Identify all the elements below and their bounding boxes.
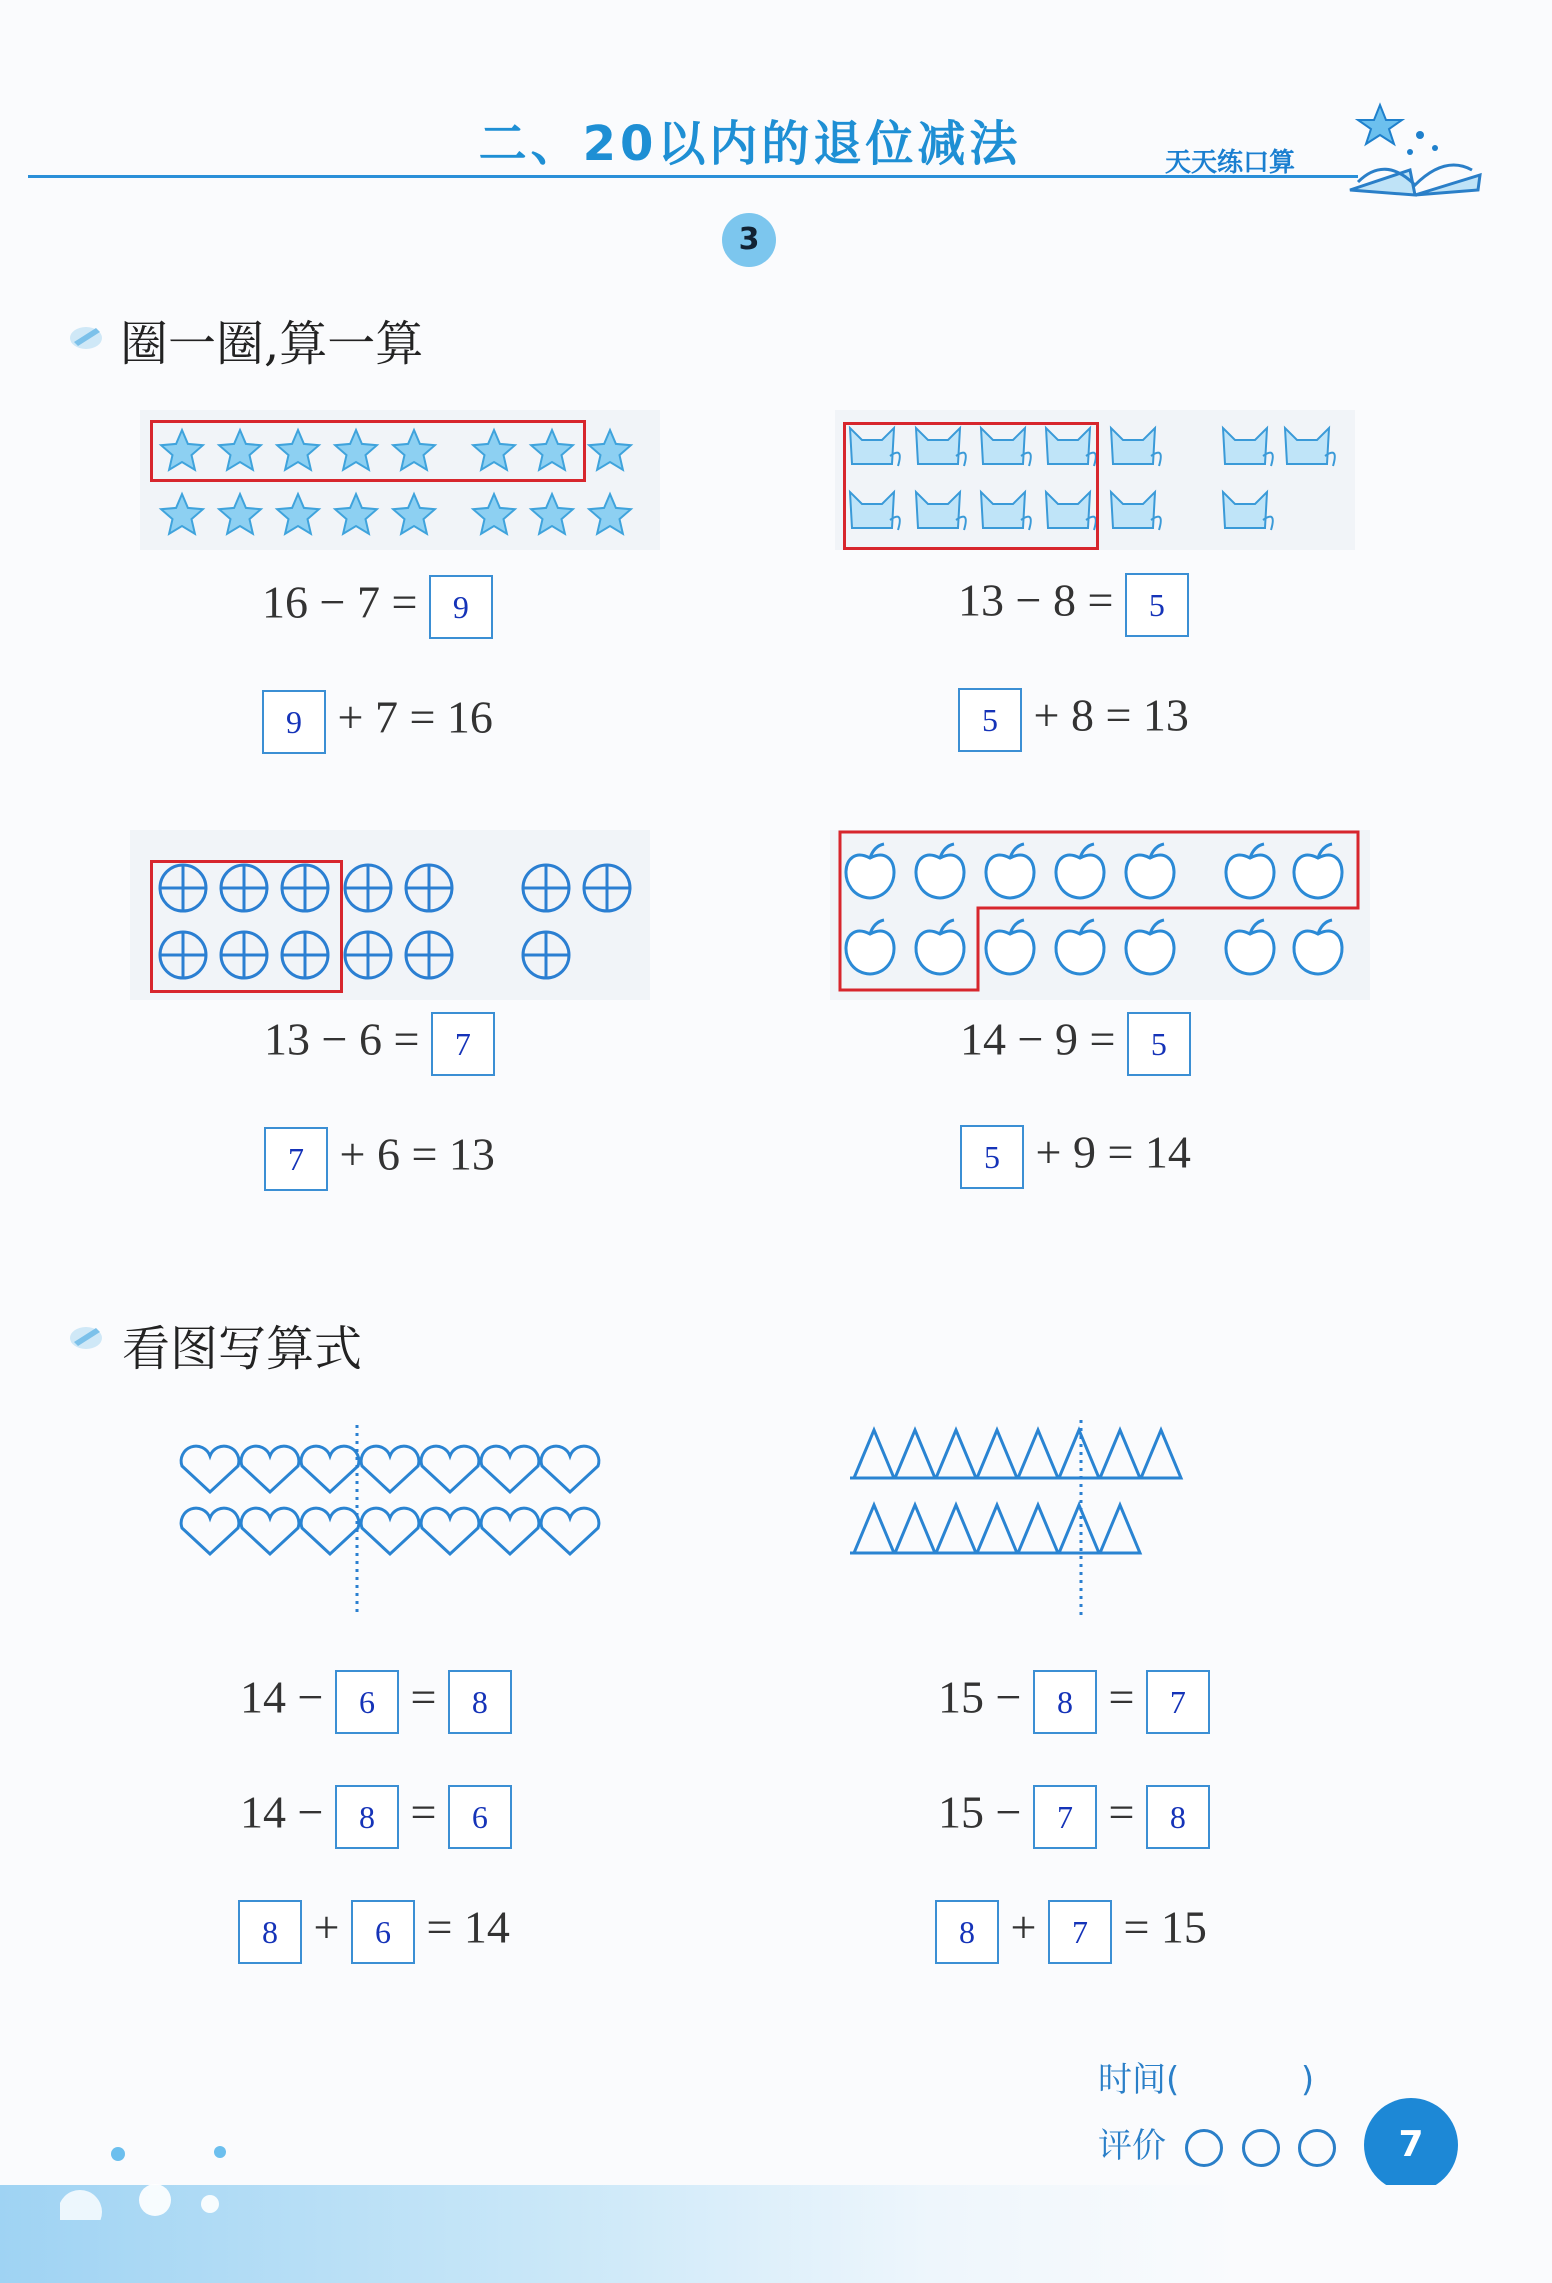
- subtrahend: 8: [1052, 574, 1076, 626]
- answer-box[interactable]: 7: [1146, 1670, 1210, 1734]
- heart-icon: [241, 1446, 299, 1492]
- triangle-icon: [977, 1505, 1017, 1553]
- triangle-icon: [1018, 1430, 1058, 1478]
- equation-subtraction: [960, 1012, 1191, 1076]
- equals-sign: =: [393, 1013, 420, 1065]
- answer-box[interactable]: 6: [335, 1670, 399, 1734]
- circle-mark: [150, 420, 586, 482]
- sum: 16: [446, 691, 493, 743]
- fox-icon: [1285, 428, 1335, 466]
- answer-box[interactable]: 8: [448, 1670, 512, 1734]
- rating-field: [1098, 2118, 1336, 2167]
- minuend: 14: [240, 1671, 286, 1723]
- triangle-icon: [977, 1430, 1017, 1478]
- neutral-face-icon[interactable]: [1242, 2129, 1280, 2167]
- heart-icon: [421, 1446, 479, 1492]
- equation-subtraction: [958, 573, 1189, 637]
- plus-sign: +: [337, 691, 364, 743]
- heart-icon: [481, 1446, 539, 1492]
- answer-box[interactable]: 5: [1127, 1012, 1191, 1076]
- pencil-icon: [68, 318, 104, 354]
- equation-row: [240, 1785, 512, 1849]
- star-icon: [161, 494, 203, 534]
- series-brand: 天天练口算: [1165, 148, 1296, 178]
- answer-box[interactable]: 9: [262, 690, 326, 754]
- picture-panel-foxes: [835, 410, 1355, 550]
- minuend: 15: [938, 1671, 984, 1723]
- equals-sign: =: [391, 576, 418, 628]
- equals-sign: =: [426, 1901, 453, 1953]
- equals-sign: =: [1087, 574, 1114, 626]
- equation-row: [238, 1900, 510, 1964]
- section-title-circle-and-compute: 圈一圈,算一算: [120, 316, 424, 372]
- minus-sign: −: [995, 1786, 1022, 1838]
- minuend: 13: [264, 1013, 310, 1065]
- star-icon: [589, 494, 631, 534]
- plus-sign: +: [313, 1901, 340, 1953]
- star-icon: [473, 494, 515, 534]
- addend: 7: [374, 691, 398, 743]
- sum: 15: [1160, 1901, 1207, 1953]
- triangle-icon: [1018, 1505, 1058, 1553]
- triangle-icon: [1100, 1505, 1140, 1553]
- answer-box[interactable]: 8: [935, 1900, 999, 1964]
- subtrahend: 7: [356, 576, 380, 628]
- equals-sign: =: [1107, 1126, 1134, 1178]
- heart-icon: [481, 1508, 539, 1554]
- minuend: 15: [938, 1786, 984, 1838]
- answer-box[interactable]: 7: [431, 1012, 495, 1076]
- equation-row: [935, 1900, 1207, 1964]
- plus-sign: +: [1035, 1126, 1062, 1178]
- equation-subtraction: [264, 1012, 495, 1076]
- minus-sign: −: [297, 1786, 324, 1838]
- page-number: 7: [1364, 2098, 1458, 2192]
- answer-box[interactable]: 7: [1033, 1785, 1097, 1849]
- equation-row: [240, 1670, 512, 1734]
- minuend: 13: [958, 574, 1004, 626]
- sum: 14: [463, 1901, 510, 1953]
- heart-icon: [421, 1508, 479, 1554]
- triangle-icon: [854, 1430, 894, 1478]
- heart-icon: [181, 1446, 239, 1492]
- sad-face-icon[interactable]: [1298, 2129, 1336, 2167]
- addend: 9: [1072, 1126, 1096, 1178]
- bubbles-decoration: [60, 2140, 260, 2220]
- open-book-icon: [1340, 100, 1490, 200]
- sum: 13: [448, 1128, 495, 1180]
- circle-mark: [150, 860, 343, 993]
- triangle-icon: [1141, 1430, 1181, 1478]
- triangle-icon: [936, 1505, 976, 1553]
- triangle-icon: [895, 1430, 935, 1478]
- heart-icon: [541, 1446, 599, 1492]
- heart-icon: [361, 1446, 419, 1492]
- fox-icon: [1111, 492, 1161, 530]
- answer-box[interactable]: 5: [960, 1125, 1024, 1189]
- subtrahend: 9: [1054, 1013, 1078, 1065]
- answer-box[interactable]: 9: [429, 575, 493, 639]
- equals-sign: =: [1108, 1786, 1135, 1838]
- triangle-icon: [1059, 1430, 1099, 1478]
- plus-sign: +: [1033, 689, 1060, 741]
- minus-sign: −: [1017, 1013, 1044, 1065]
- circle-mark: [830, 830, 1370, 1000]
- heart-icon: [541, 1508, 599, 1554]
- triangle-icon: [936, 1430, 976, 1478]
- triangle-icon: [1059, 1505, 1099, 1553]
- header-rule: [28, 175, 1358, 178]
- star-icon: [219, 494, 261, 534]
- star-icon: [393, 494, 435, 534]
- equation-addition: [262, 690, 493, 754]
- star-icon: [589, 430, 631, 470]
- answer-box[interactable]: 8: [1033, 1670, 1097, 1734]
- minus-sign: −: [1015, 574, 1042, 626]
- heart-icon: [241, 1508, 299, 1554]
- circle-mark: [843, 422, 1099, 550]
- equals-sign: =: [409, 691, 436, 743]
- minus-sign: −: [297, 1671, 324, 1723]
- equals-sign: =: [411, 1128, 438, 1180]
- equals-sign: =: [1108, 1671, 1135, 1723]
- star-icon: [335, 494, 377, 534]
- time-label: 时间(: [1098, 2060, 1180, 2100]
- minus-sign: −: [319, 576, 346, 628]
- triangle-icon: [1100, 1430, 1140, 1478]
- answer-box[interactable]: 8: [238, 1900, 302, 1964]
- minus-sign: −: [321, 1013, 348, 1065]
- picture-panel-circles: [130, 830, 650, 1000]
- lesson-number-badge: 3: [722, 213, 776, 267]
- triangle-icon: [854, 1505, 894, 1553]
- answer-box[interactable]: 7: [1048, 1900, 1112, 1964]
- subtrahend: 6: [358, 1013, 382, 1065]
- section-title-write-equation: 看图写算式: [122, 1321, 363, 1377]
- fox-icon: [1111, 428, 1161, 466]
- hearts-picture: [175, 1420, 625, 1620]
- pencil-icon: [68, 1318, 104, 1354]
- plus-sign: +: [339, 1128, 366, 1180]
- rating-label: 评价: [1098, 2126, 1166, 2166]
- happy-face-icon[interactable]: [1185, 2129, 1223, 2167]
- heart-icon: [181, 1508, 239, 1554]
- minus-sign: −: [995, 1671, 1022, 1723]
- equals-sign: =: [410, 1786, 437, 1838]
- heart-icon: [301, 1446, 359, 1492]
- equals-sign: =: [1105, 689, 1132, 741]
- addend: 6: [376, 1128, 400, 1180]
- answer-box[interactable]: 8: [335, 1785, 399, 1849]
- sum: 13: [1142, 689, 1189, 741]
- star-icon: [277, 494, 319, 534]
- sum: 14: [1144, 1126, 1191, 1178]
- time-close: ): [1300, 2060, 1315, 2100]
- answer-box[interactable]: 6: [351, 1900, 415, 1964]
- equation-addition: [958, 688, 1189, 752]
- minuend: 14: [240, 1786, 286, 1838]
- equation-addition: [264, 1127, 495, 1191]
- answer-box[interactable]: 5: [1125, 573, 1189, 637]
- picture-panel-stars: [140, 410, 660, 550]
- plus-sign: +: [1010, 1901, 1037, 1953]
- equals-sign: =: [1089, 1013, 1116, 1065]
- addend: 8: [1070, 689, 1094, 741]
- triangle-icon: [895, 1505, 935, 1553]
- equals-sign: =: [410, 1671, 437, 1723]
- time-field: [1098, 2052, 1314, 2101]
- heart-icon: [301, 1508, 359, 1554]
- answer-box[interactable]: 8: [1146, 1785, 1210, 1849]
- equation-row: [938, 1670, 1210, 1734]
- answer-box[interactable]: 5: [958, 688, 1022, 752]
- triangles-picture: [850, 1420, 1350, 1620]
- equation-subtraction: [262, 575, 493, 639]
- answer-box[interactable]: 7: [264, 1127, 328, 1191]
- fox-icon: [1223, 492, 1273, 530]
- minuend: 16: [262, 576, 308, 628]
- equation-addition: [960, 1125, 1191, 1189]
- heart-icon: [361, 1508, 419, 1554]
- page-header-title: 二、20以内的退位减法: [478, 116, 1022, 172]
- fox-icon: [1223, 428, 1273, 466]
- picture-panel-apples: [830, 830, 1370, 1000]
- equation-row: [938, 1785, 1210, 1849]
- answer-box[interactable]: 6: [448, 1785, 512, 1849]
- minuend: 14: [960, 1013, 1006, 1065]
- star-icon: [531, 494, 573, 534]
- equals-sign: =: [1123, 1901, 1150, 1953]
